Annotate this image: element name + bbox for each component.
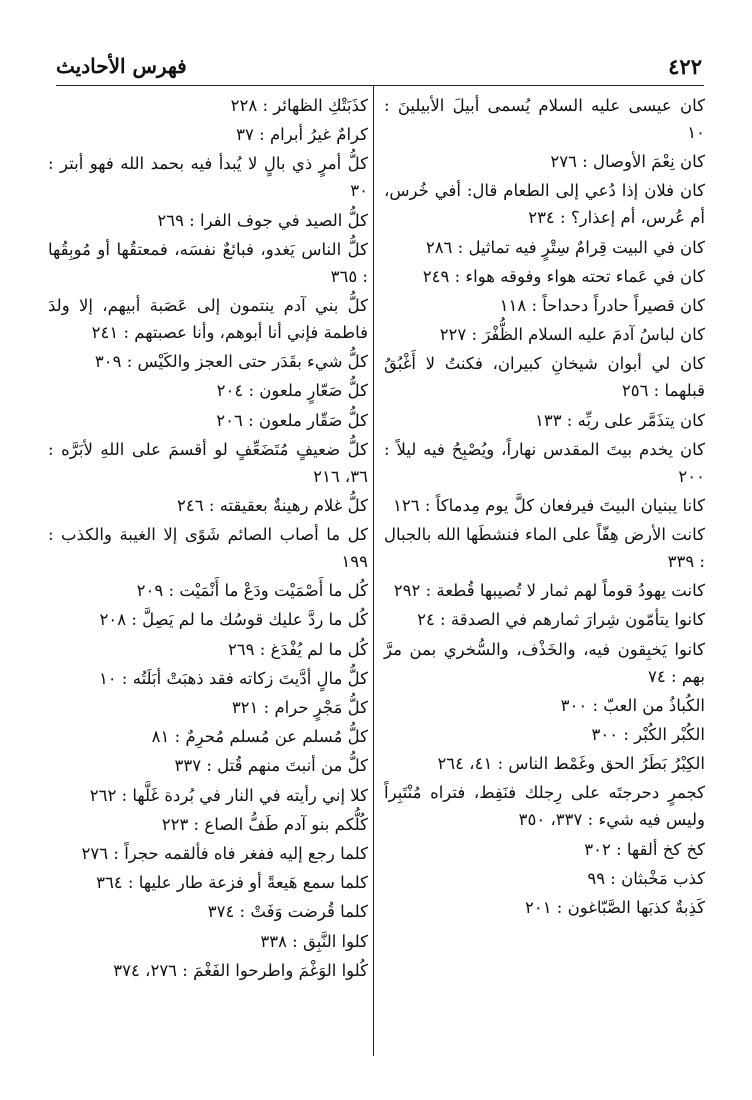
- index-entry: كلما رجع إليه ففغر فاه فألقمه حجراً : ٢٧٦: [81, 843, 368, 863]
- index-entry: كلُّ مَجْرٍ حرام : ٣٢١: [231, 698, 368, 717]
- index-column-right: [384, 92, 705, 923]
- index-entry: كل ما أصاب الصائم شَوًى إلا الغيبة والكذب : ١٩٩: [48, 525, 368, 572]
- index-entry: كلُّ صَعّارٍ ملعون : ٢٠٤: [216, 381, 368, 401]
- index-entry: كان قصيراً حادراً دحداحاً : ١١٨: [499, 295, 705, 315]
- index-entry: كان عيسى عليه السلام يُسمى أبيلَ الأبيلينَ : ١٠: [384, 96, 705, 142]
- page-header: [56, 54, 702, 82]
- index-entry: كان لي أبوان شيخانِ كبيران، فكنتُ لا أَغْبُقُ قبلهما : ٢٥٦: [384, 354, 705, 401]
- index-entry: كذَبَتْكِ الظهائر : ٢٢٨: [230, 96, 368, 115]
- index-entry: كُل ما لم يُفْدَغ : ٢٦٩: [227, 639, 368, 659]
- index-entry: كُل ما ردَّ عليك قوسُك ما لم يَصِلَّ : ٢٠٨: [99, 610, 368, 630]
- index-entry: كانا يبنيان البيتَ فيرفعان كلَّ يوم مِدماكاً : ١٢٦: [393, 495, 705, 515]
- index-entry: كلُّ الناس يَغدو، فبائعٌ نفسَه، فمعتقُها أو مُوبِقُها : ٣٦٥: [48, 239, 368, 286]
- index-entry: كان فلان إذا دُعي إلى الطعام قال: أفي خُرس، أم عُرس، أم إعذار؟ : ٢٣٤: [384, 181, 705, 228]
- page-number: ٤٢٢: [668, 54, 702, 79]
- index-entry: الكُباذُ من العبّ : ٣٠٠: [560, 695, 705, 715]
- index-entry: كانت الأرض هِفّاً على الماء فنشطَها الله بالجبال : ٣٣٩: [384, 525, 705, 572]
- index-entry: كلُّ الصيد في جوف الفرا : ٢٦٩: [157, 210, 368, 230]
- index-entry: كانت يهودُ قوماً لهم ثمار لا تُصيبها قُطعة : ٢٩٢: [393, 581, 705, 601]
- index-entry: الكِبْرُ بَطَرُ الحق وغَمْط الناس : ٤١، ٢٦٤: [437, 754, 705, 774]
- index-entry: كلُّ غلام رهينةٌ بعقيقته : ٢٤٦: [177, 495, 368, 515]
- index-entry: كان لباسُ آدمَ عليه السلام الظُّفْرَ : ٢٢٧: [439, 325, 705, 345]
- index-entry: كان يتذَمَّر على ربِّه : ١٣٣: [534, 410, 705, 430]
- index-entry: كان يخدم بيتَ المقدس نهاراً، ويُصْبِحُ فيه ليلاً : ٢٠٠: [384, 439, 705, 486]
- index-entry: كخ كخ ألقها : ٣٠٢: [584, 839, 705, 859]
- index-entry: كلُّ أمرٍ ذي بالٍ لا يُبدأ فيه بحمد الله فهو أبتر : ٣٠: [48, 154, 368, 201]
- index-entry: كان نِعْمَ الأوصال : ٢٧٦: [550, 152, 705, 172]
- index-entry: كانوا يَخبِقون فيه، والخَذْف، والسُّخري بمن مرَّ بهم : ٧٤: [384, 639, 705, 686]
- index-entry: كلُّ شيء بقَدَر حتى العجز والكَيْس : ٣٠٩: [94, 352, 368, 372]
- running-title: فهرس الأحاديث: [56, 54, 187, 78]
- index-entry: كلُّ بني آدم ينتمون إلى عَصَبة أبيهم، إلا ولدَ فاطمة فإني أنا أبوهم، وأنا عصبتهم : ٢٤١: [48, 295, 368, 342]
- index-entry: كرامٌ غيرُ أبرام : ٣٧: [236, 125, 368, 145]
- index-entry: كجمرٍ دحرجتَه على رِجلك فنَفِط، فتراه مُنْتَبِراً وليس فيه شيء : ٣٣٧، ٣٥٠: [384, 783, 705, 830]
- index-entry: كلُّ مالٍ أدَّيتَ زكاته فقد ذهبَتْ أبَلَتُه : ١٠: [98, 668, 368, 688]
- index-entry: كلما سمع هَيعةً أو فزعة طار عليها : ٣٦٤: [96, 873, 368, 893]
- index-entry: كُلوا الوَغْمَ واطرحوا الفَغْمَ : ٢٧٦، ٣٧٤: [113, 960, 368, 980]
- index-column-left: [48, 92, 368, 986]
- index-entry: كلُّ مُسلم عن مُسلم مُحرِمٌ : ٨١: [151, 727, 368, 747]
- header-rule: [56, 85, 704, 86]
- index-entry: كلما قُرضت وَفَتْ : ٣٧٤: [207, 902, 368, 922]
- index-entry: كلُّ ضعيفٍ مُتَضَعِّفٍ لو أقسمَ على اللهِ لأبَرَّه : ٣٦، ٢١٦: [48, 439, 368, 486]
- index-entry: كذب مَخْبثان : ٩٩: [587, 868, 705, 888]
- index-entry: كانوا يتأمّون شِرارَ ثمارهم في الصدقة : ٢٤: [417, 610, 705, 630]
- index-entry: الكُبْر الكُبْر : ٣٠٠: [591, 725, 705, 744]
- index-entry: كلُّ صَقّار ملعون : ٢٠٦: [216, 410, 368, 430]
- column-divider: [373, 86, 374, 1056]
- index-entry: كَذِبةٌ كذبَها الصَّبّاغون : ٢٠١: [524, 897, 705, 917]
- index-entry: كلُّ من أنبتَ منهم قُتل : ٣٣٧: [174, 756, 368, 776]
- index-entry: كان في البيت قِرامٌ سِتْرٍ فيه تماثيل : ٢٨٦: [425, 237, 705, 257]
- index-entry: كان في عَماء تحته هواء وفوقه هواء : ٢٤٩: [422, 266, 705, 286]
- index-entry: كُل ما أَصْمَيْت ودَعْ ما أَنْمَيْت : ٢٠٩: [136, 581, 368, 601]
- index-entry: كلوا النَّبِق : ٣٣٨: [260, 931, 368, 951]
- index-entry: كلا إني رأيته في النار في بُردة غَلَّها : ٢٦٢: [89, 785, 368, 805]
- index-entry: كُلُّكم بنو آدم طَفُّ الصاع : ٢٢٣: [161, 814, 368, 834]
